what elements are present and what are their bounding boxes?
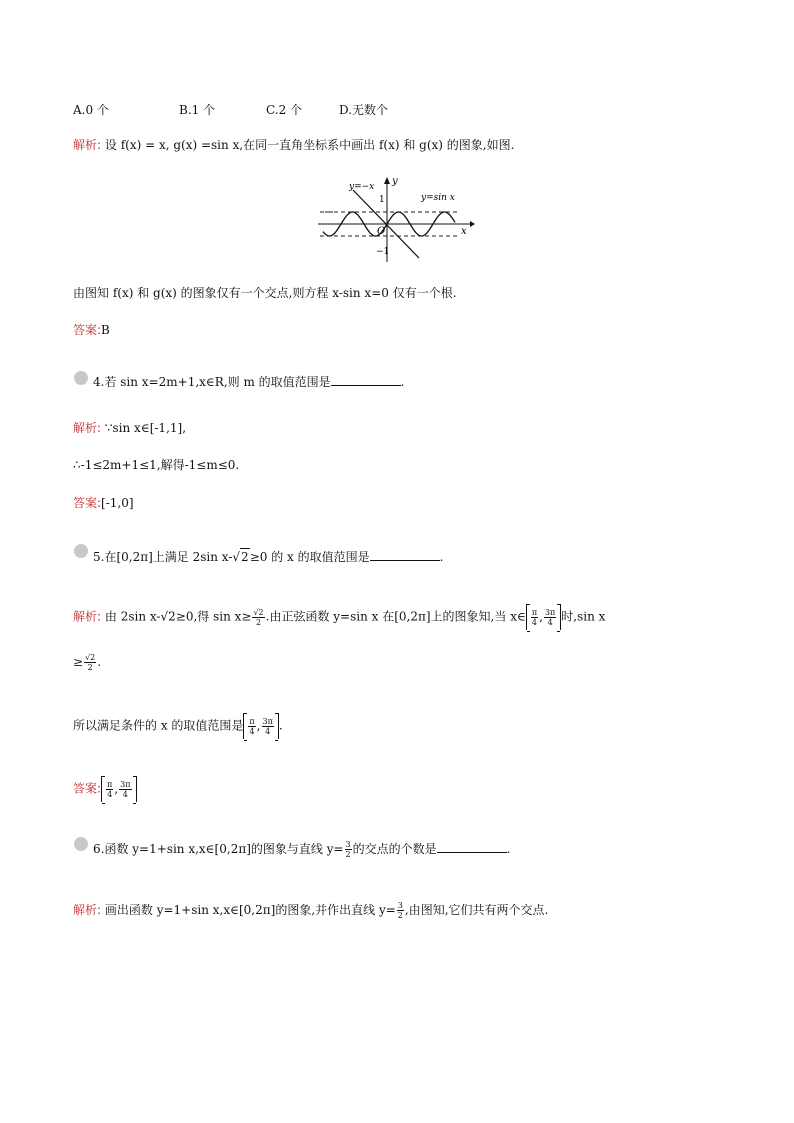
label-line: y=−x — [349, 182, 375, 192]
option-c: C.2 个 — [266, 103, 303, 117]
frac-num: π — [531, 607, 538, 617]
frac-den: 2 — [87, 663, 93, 672]
frac-num: 3 — [397, 901, 403, 910]
q4-blank — [331, 373, 401, 386]
q5-question: 5.在[0,2π]上满足 2sin x-√2≥0 的 x 的取值范围是 . — [93, 550, 444, 564]
frac-num: π — [249, 716, 255, 726]
question-bullet-icon — [72, 543, 92, 559]
q5-analysis-b: ≥0,得 sin x≥ — [175, 609, 252, 624]
q6-analysis — [73, 901, 548, 920]
q5-analysis-cont: ≥ $\frac{√2}{2}$ . — [73, 653, 102, 672]
q3-conclusion: 由图知 f(x) 和 g(x) 的图象仅有一个交点,则方程 x-sin x=0 仅有一个根. — [73, 286, 457, 300]
analysis-label: 解析: — [73, 421, 102, 435]
frac-3-over-2 — [345, 840, 352, 859]
frac-pi-4 — [106, 780, 113, 799]
q4-analysis — [73, 420, 186, 436]
frac-den: 4 — [249, 726, 255, 736]
frac-num: π — [107, 779, 113, 789]
q6-analysis-post: ,由图知,它们共有两个交点. — [404, 903, 549, 917]
q4-answer-value: [-1,0] — [101, 496, 134, 510]
frac-num: 3 — [345, 840, 351, 849]
q5-conclusion-text: 所以满足条件的 x 的取值范围是 — [73, 718, 244, 733]
frac-sqrt2-over-2 — [84, 653, 96, 672]
label-x: x — [461, 226, 467, 237]
label-minus-one: −1 — [376, 247, 390, 257]
interval-bracket: $\frac{\pi}{4}$ , $\frac{3\pi}{4}$ — [526, 604, 561, 630]
frac-3pi-4 — [544, 608, 556, 627]
option-a: A.0 个 — [73, 103, 109, 117]
option-d: D.无数个 — [339, 103, 389, 117]
q5-sqrt2: √2 — [160, 609, 176, 624]
q5-question-post: ≥0 的 x 的取值范围是 — [249, 550, 370, 564]
frac-den: 4 — [547, 617, 553, 627]
frac-3pi-4 — [119, 780, 131, 799]
q5-answer — [73, 776, 137, 802]
option-b: B.1 个 — [179, 103, 216, 117]
answer-value: B — [101, 323, 110, 337]
frac-den: 2 — [256, 617, 262, 627]
sine-line-figure — [315, 172, 477, 264]
answer-label: 答案: — [73, 781, 102, 796]
q5-geq: ≥ — [73, 655, 84, 669]
q4-answer — [73, 495, 134, 511]
q5-analysis — [73, 604, 605, 630]
frac-num: 3π — [120, 779, 131, 789]
q6-analysis-pre: 画出函数 y=1+sin x,x∈[0,2π]的图象,并作出直线 y= — [104, 903, 396, 917]
q4-question: 4.若 sin x=2m+1,x∈R,则 m 的取值范围是 . — [93, 375, 405, 389]
question-bullet-icon — [72, 370, 92, 386]
q5-analysis-a: 由 2sin x- — [104, 609, 161, 624]
label-sin: y=sin x — [421, 193, 455, 203]
answer-label: 答案: — [73, 323, 102, 337]
y-axis-arrow — [384, 177, 390, 184]
frac-den: 4 — [265, 726, 271, 736]
frac-pi-4 — [531, 608, 538, 627]
q4-analysis-line2: ∴-1≤2m+1≤1,解得-1≤m≤0. — [73, 458, 240, 472]
interval-bracket: $\frac{\pi}{4}$ , $\frac{3\pi}{4}$ — [243, 713, 278, 739]
frac-num: 3π — [262, 716, 273, 726]
frac-den: 4 — [107, 789, 113, 799]
frac-den: 4 — [531, 617, 538, 627]
q5-question-pre: 5.在[0,2π]上满足 2sin x- — [93, 550, 233, 564]
x-axis-arrow — [470, 221, 475, 227]
frac-pi-4 — [248, 717, 255, 736]
answer-label: 答案: — [73, 496, 102, 510]
question-bullet-icon — [72, 836, 92, 852]
frac-num: √2 — [253, 607, 264, 617]
q6-question: 6.函数 y=1+sin x,x∈[0,2π]的图象与直线 y= $\frac{3}{2}$ 的交点的个数是 . — [93, 840, 511, 859]
q4-analysis-line1: ∵sin x∈[-1,1], — [104, 421, 187, 435]
q6-blank — [437, 840, 507, 853]
frac-3pi-4 — [262, 717, 274, 736]
interval-bracket: $\frac{\pi}{4}$ , $\frac{3\pi}{4}$ — [101, 776, 136, 802]
q6-question-pre: 6.函数 y=1+sin x,x∈[0,2π]的图象与直线 y= — [93, 842, 344, 856]
analysis-label: 解析: — [73, 609, 102, 624]
frac-num: √2 — [85, 653, 96, 662]
q5-conclusion: 所以满足条件的 x 的取值范围是 $\frac{\pi}{4}$ , $\frac{3\pi}{4}$ . — [73, 713, 283, 739]
q5-analysis-c: .由正弦函数 y=sin x 在[0,2π]上的图象知,当 x∈ — [265, 609, 526, 624]
label-y: y — [392, 176, 398, 187]
q3-answer — [73, 322, 110, 338]
analysis-label: 解析: — [73, 138, 102, 152]
q5-analysis-d: 时,sin x — [561, 609, 606, 624]
frac-3-over-2 — [397, 901, 404, 920]
q5-sqrt-radicand: 2 — [241, 550, 249, 564]
frac-sqrt2-over-2 — [252, 608, 264, 627]
label-one: 1 — [379, 195, 385, 205]
analysis-text: 设 f(x) = x, g(x) =sin x,在同一直角坐标系中画出 f(x) 和 g(x) 的图象,如图. — [104, 138, 515, 152]
analysis-label: 解析: — [73, 903, 102, 917]
q5-blank — [370, 548, 440, 561]
label-origin: O — [377, 226, 386, 237]
frac-den: 2 — [345, 850, 351, 859]
q5-sqrt: √2 — [232, 550, 249, 564]
frac-den: 4 — [122, 789, 128, 799]
frac-num: 3π — [544, 607, 556, 617]
q3-analysis — [73, 137, 514, 153]
q6-question-post: 的交点的个数是 — [352, 842, 437, 856]
frac-den: 2 — [397, 911, 403, 920]
q4-question-text: 4.若 sin x=2m+1,x∈R,则 m 的取值范围是 — [93, 375, 331, 389]
